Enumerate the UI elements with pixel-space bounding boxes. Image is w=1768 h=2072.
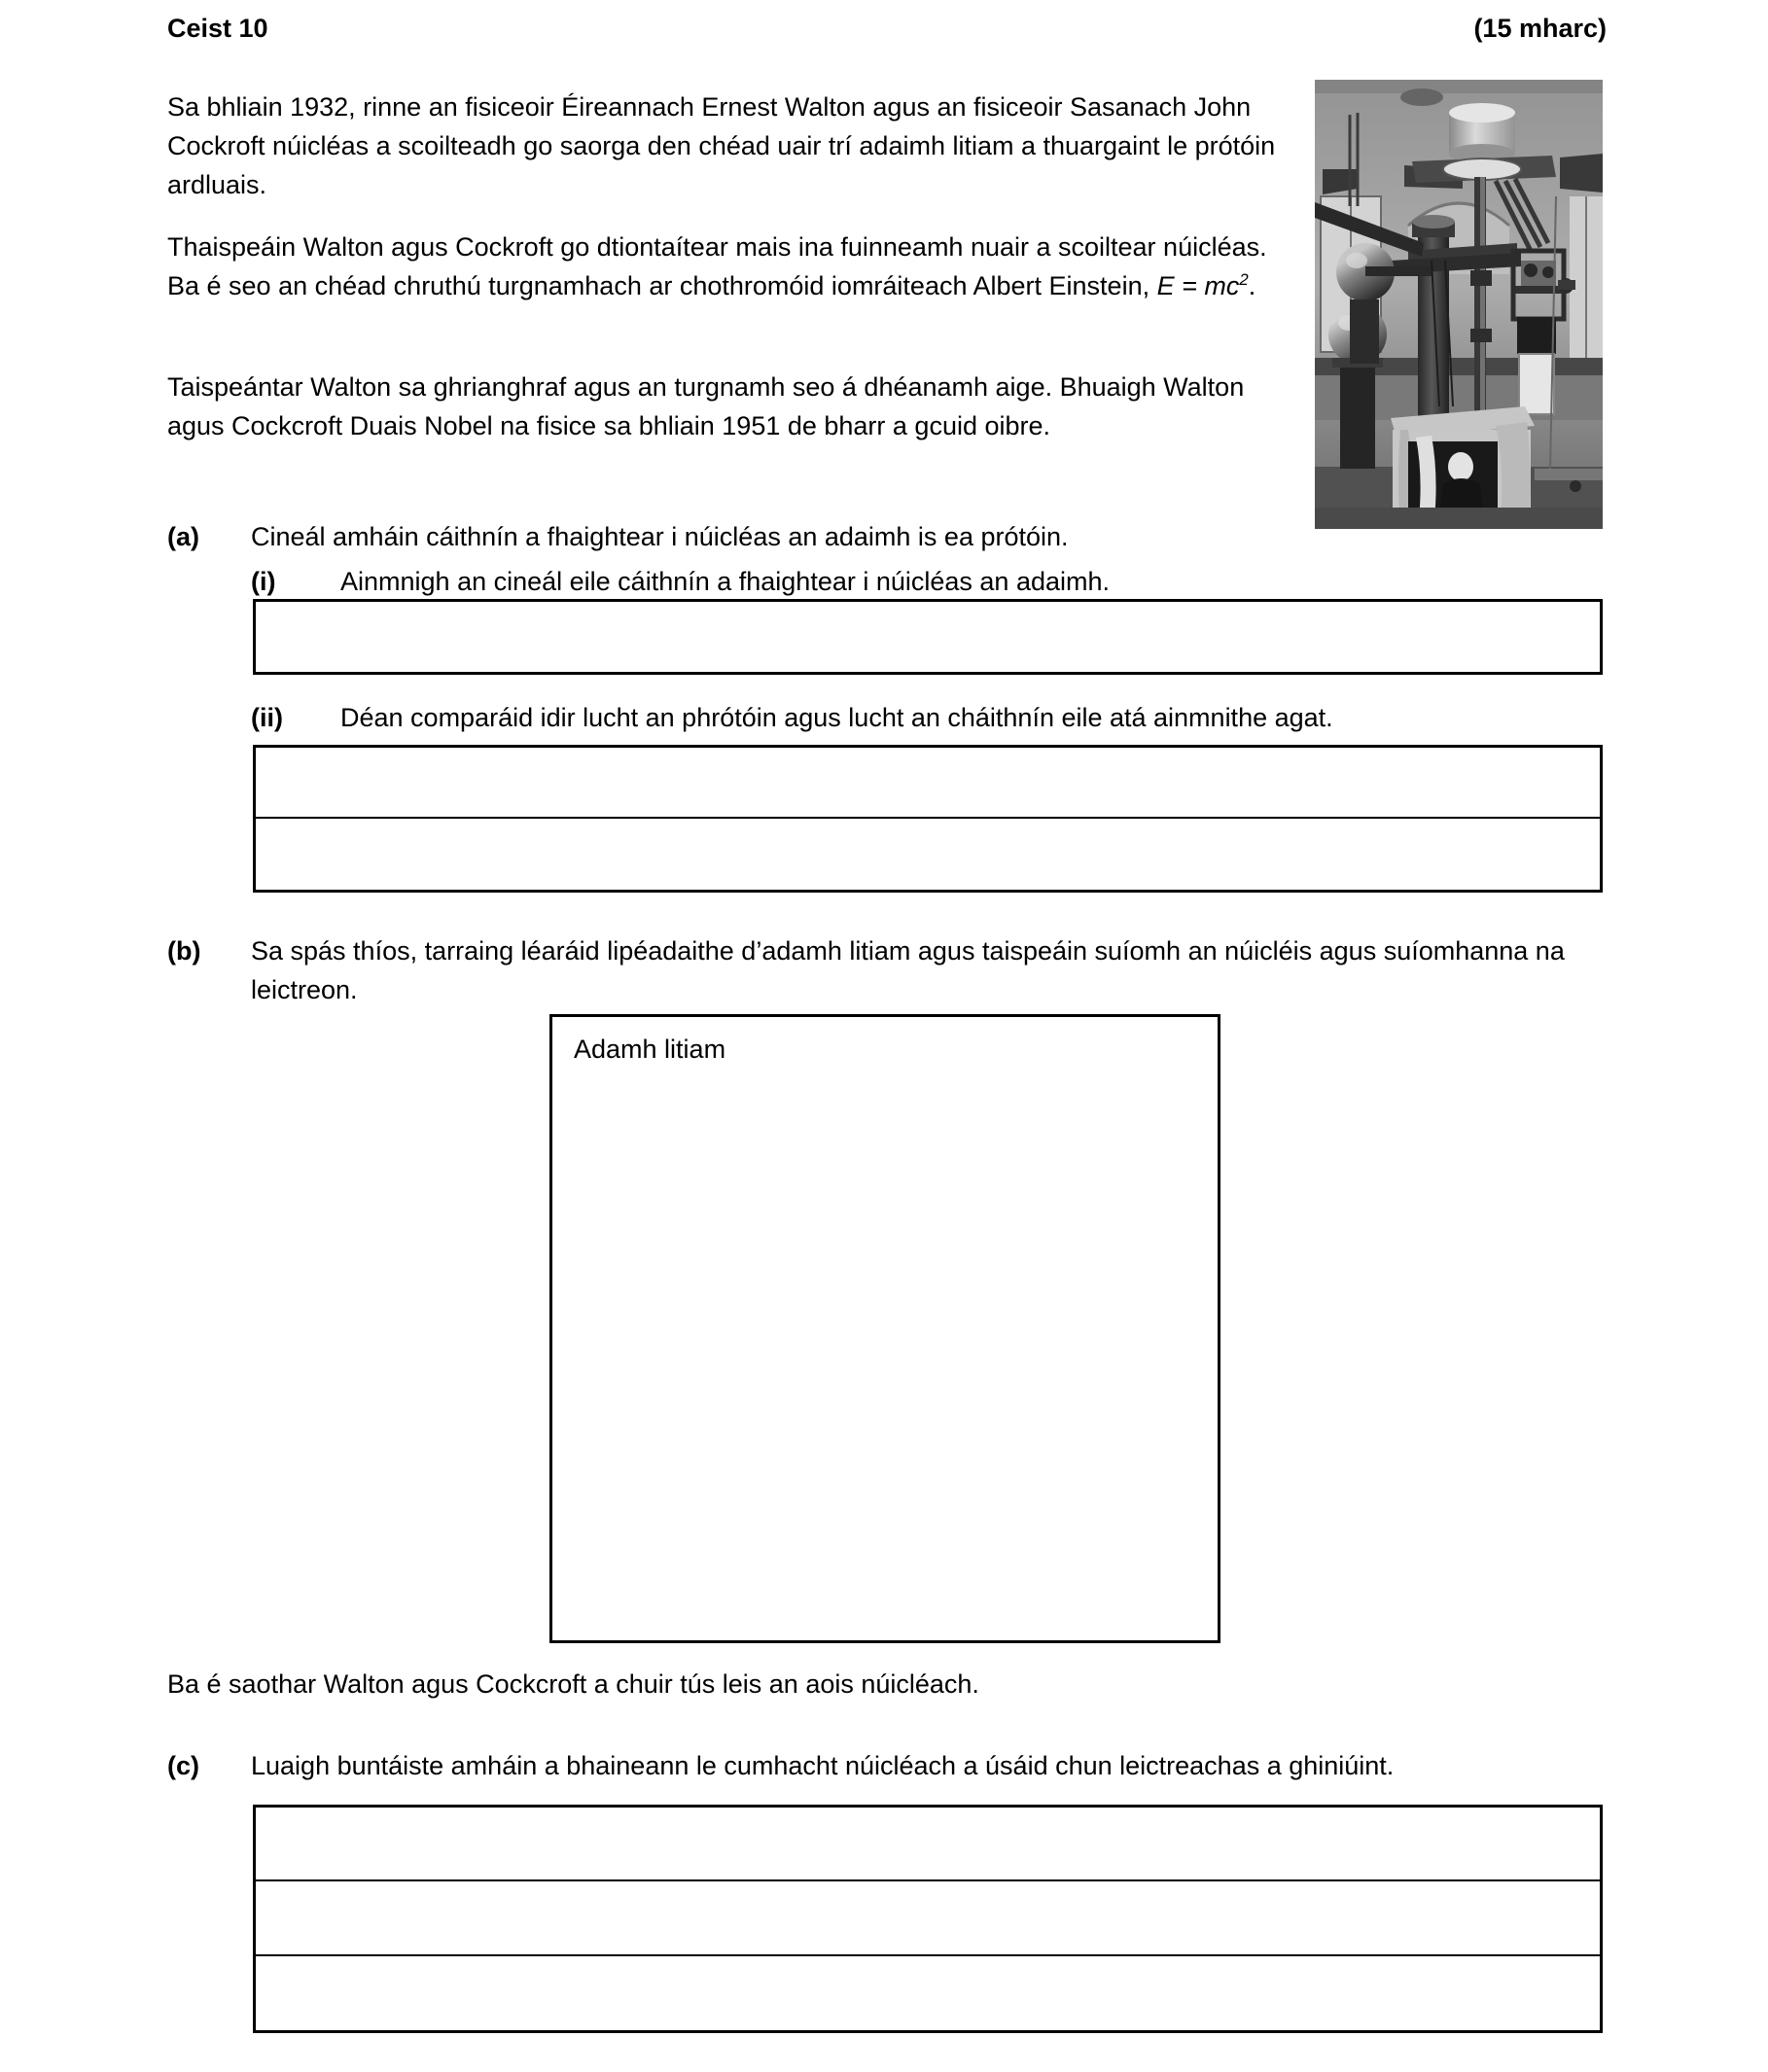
answer-line[interactable]	[256, 748, 1600, 819]
part-b	[167, 931, 1607, 1009]
formula-exponent: 2	[1239, 270, 1249, 289]
part-c-label: (c)	[167, 1751, 199, 1780]
answer-line[interactable]	[256, 1808, 1600, 1881]
part-a-ii	[251, 698, 1607, 737]
part-b-label: (b)	[167, 936, 201, 966]
part-c	[167, 1746, 1607, 1785]
marks-label: (15 mharc)	[1473, 14, 1607, 43]
closing-statement: Ba é saothar Walton agus Cockcroft a chuir tús leis an aois núicléach.	[167, 1669, 979, 1699]
intro-paragraph-2-text: Thaispeáin Walton agus Cockroft go dtiontaítear mais ina fuinneamh nuair a scoiltear núicléas. Ba é seo an chéad chruthú turgnamhach ar chothromóid iomráiteach Albert Einstein,	[167, 232, 1267, 300]
answer-box-a-ii[interactable]	[253, 745, 1603, 893]
part-a-ii-label: (ii)	[251, 703, 283, 732]
einstein-formula	[1157, 271, 1249, 300]
part-b-text: Sa spás thíos, tarraing léaráid lipéadaithe d’adamh litiam agus taispeáin suíomh an núicléis agus suíomhanna na leictreon.	[251, 936, 1565, 1004]
intro-paragraph-3: Taispeántar Walton sa ghrianghraf agus an turgnamh seo á dhéanamh aige. Bhuaigh Walton agus Cockcroft Duais Nobel na fisice sa bhliain 1951 de bharr a gcuid oibre.	[167, 372, 1245, 440]
part-a-label: (a)	[167, 522, 199, 551]
part-a-ii-text: Déan comparáid idir lucht an phrótóin agus lucht an cháithnín eile atá ainmnithe agat.	[340, 703, 1333, 732]
answer-box-c[interactable]	[253, 1805, 1603, 2033]
intro-paragraph-2	[167, 228, 1305, 305]
intro-paragraph-2-tail: .	[1248, 271, 1256, 300]
formula-base: E = mc	[1156, 271, 1240, 300]
answer-line[interactable]	[256, 1956, 1600, 2030]
drawing-area-caption: Adamh litiam	[574, 1035, 726, 1064]
page-title: Ceist 10	[167, 14, 268, 43]
question-header	[167, 14, 1607, 44]
part-a-i	[251, 562, 1607, 601]
answer-line[interactable]	[256, 819, 1600, 890]
intro-paragraph-1: Sa bhliain 1932, rinne an fisiceoir Éireannach Ernest Walton agus an fisiceoir Sasanach John Cockroft núicléas a scoilteadh go saorga den chéad uair trí adaimh litiam a thuargaint le prótóin ardluais.	[167, 92, 1276, 199]
part-a-i-label: (i)	[251, 567, 276, 596]
accelerator-photograph	[1315, 80, 1603, 529]
part-a	[167, 517, 1607, 556]
drawing-area-lithium-atom[interactable]	[549, 1014, 1220, 1643]
photograph-image	[1315, 80, 1603, 529]
answer-line[interactable]	[256, 1881, 1600, 1955]
part-c-text: Luaigh buntáiste amháin a bhaineann le cumhacht núicléach a úsáid chun leictreachas a ghiniúint.	[251, 1751, 1395, 1780]
answer-box-a-i[interactable]	[253, 599, 1603, 675]
part-a-i-text: Ainmnigh an cineál eile cáithnín a fhaightear i núicléas an adaimh.	[340, 567, 1111, 596]
part-a-text: Cineál amháin cáithnín a fhaightear i núicléas an adaimh is ea prótóin.	[251, 522, 1069, 551]
